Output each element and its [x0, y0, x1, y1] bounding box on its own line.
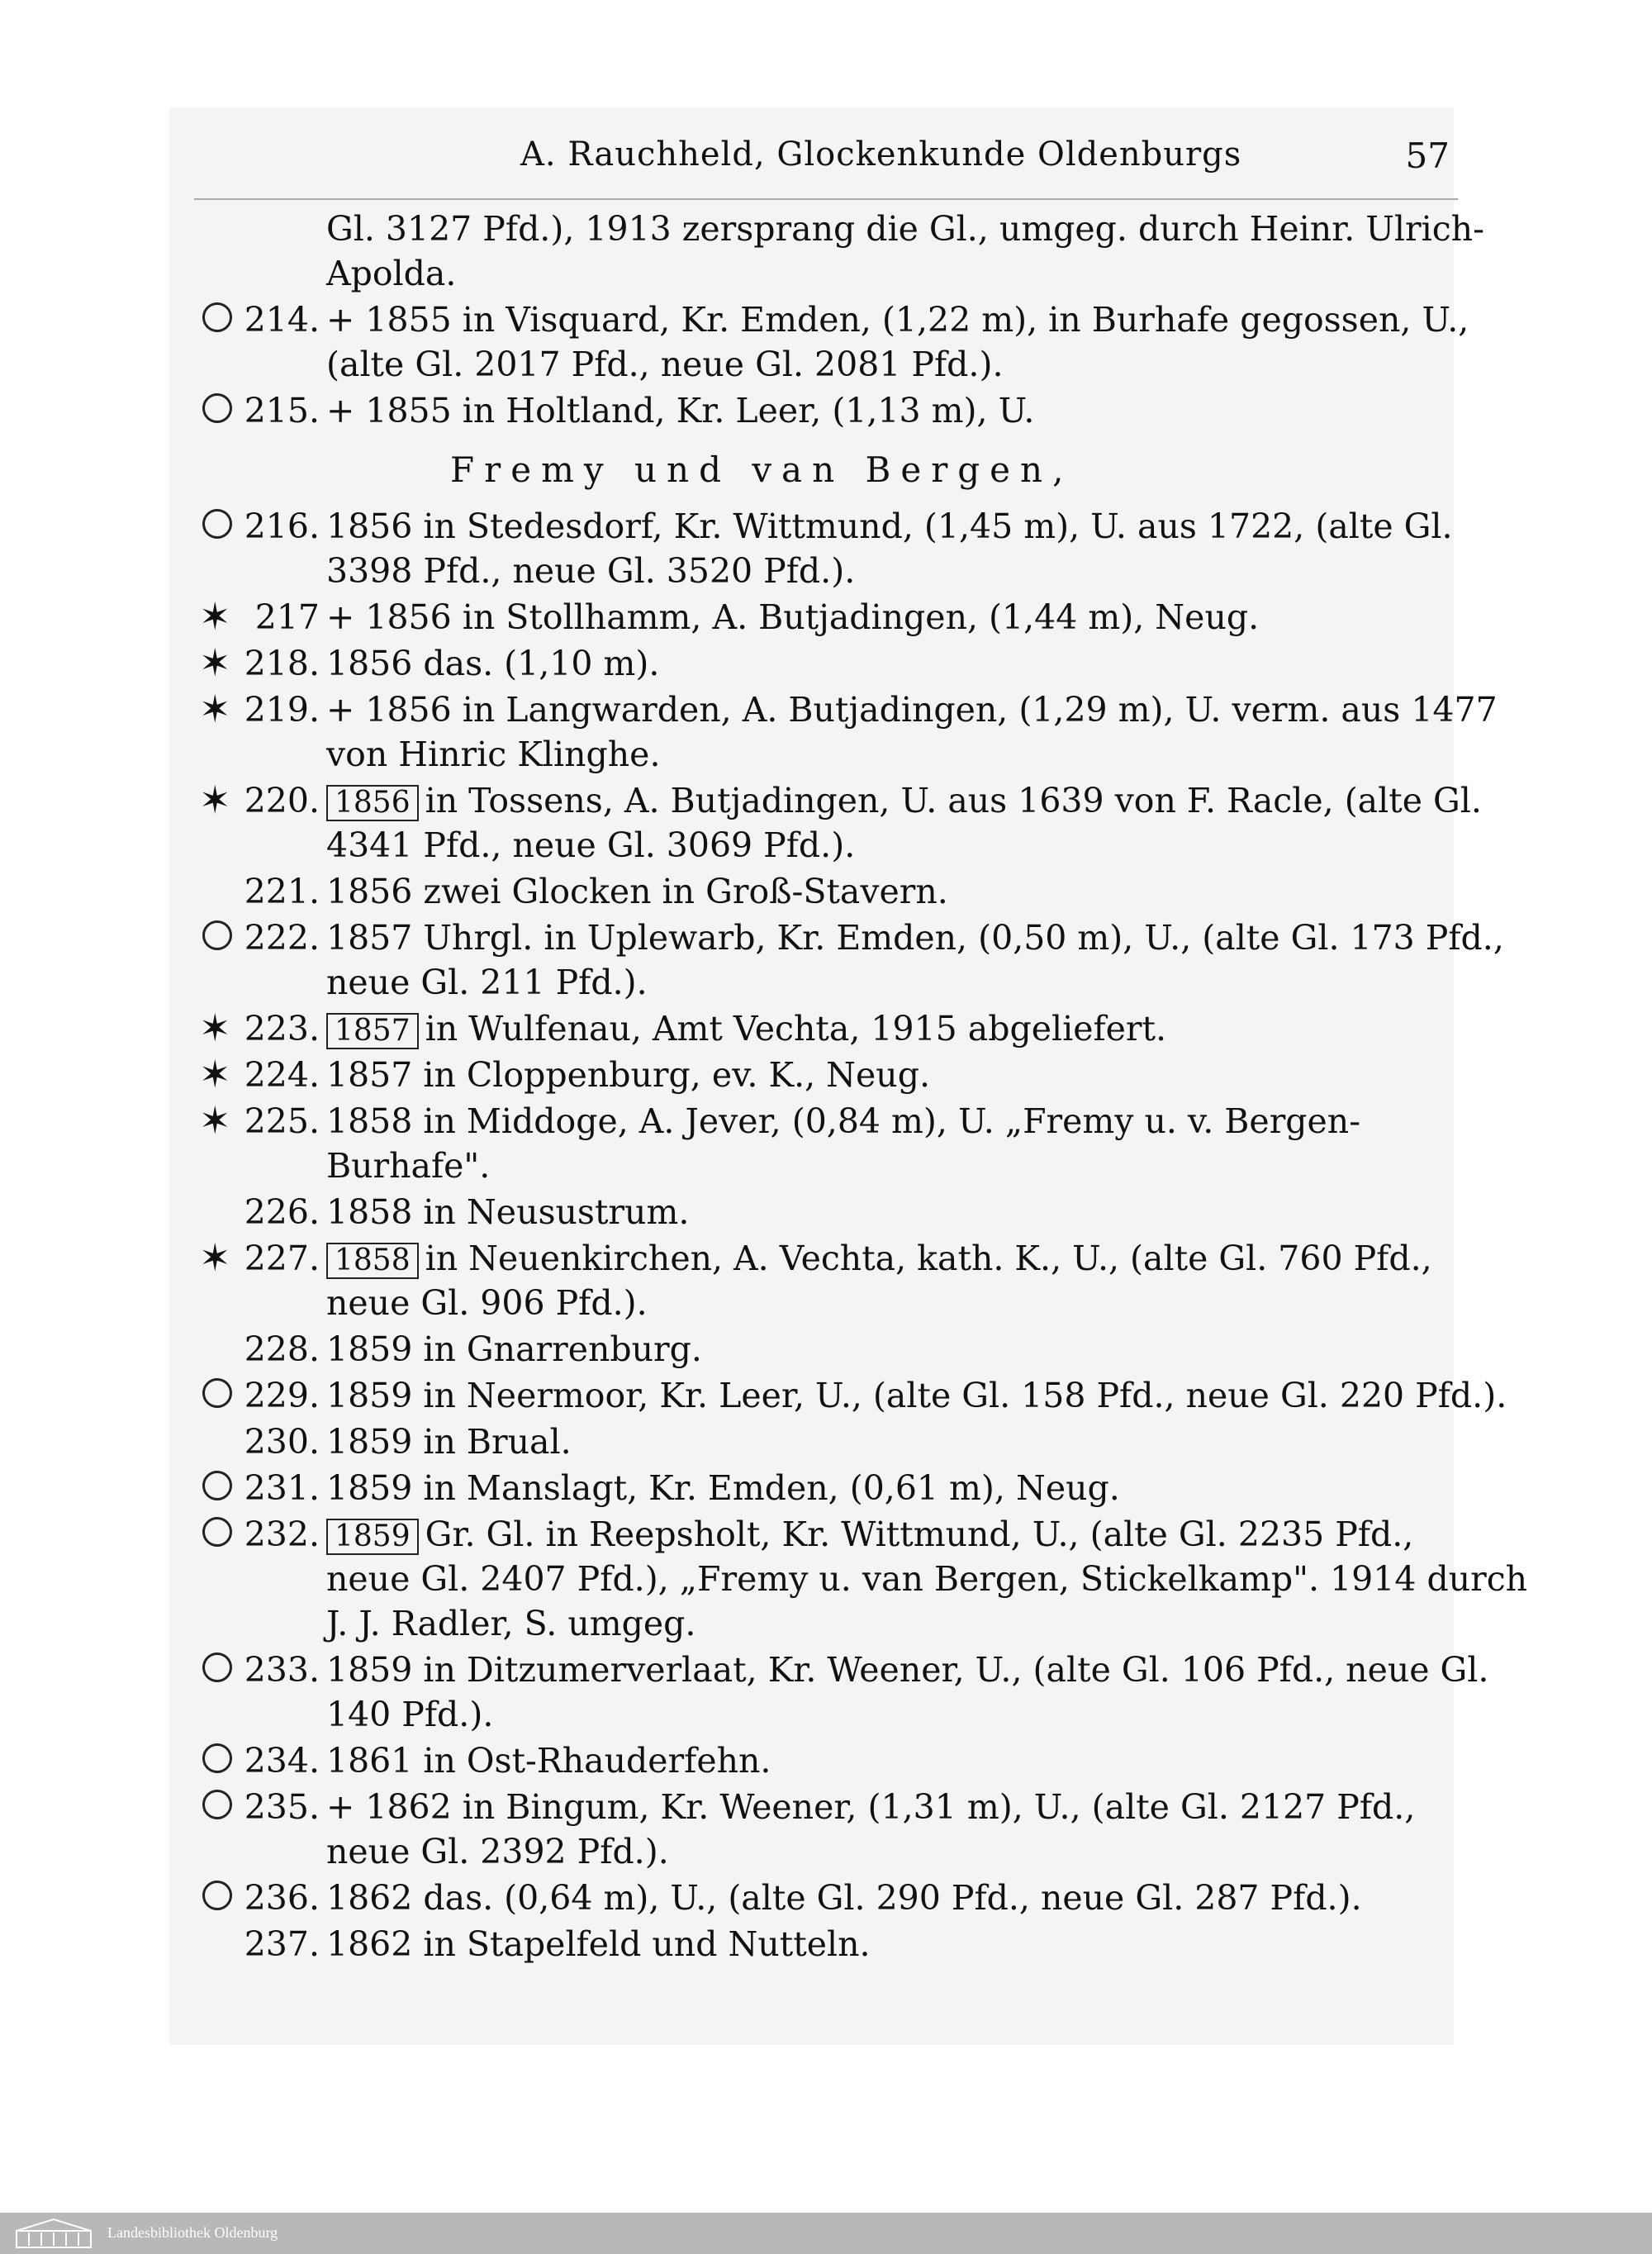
- entry-text: in Neuenkirchen, A. Vechta, kath. K., U., (alte Gl. 760 Pfd.,: [425, 1239, 1432, 1278]
- entry-number: 225.: [244, 1101, 320, 1141]
- bell-entry: [169, 1099, 1454, 1188]
- entry-number: 237.: [244, 1924, 320, 1964]
- bell-entry: [169, 1327, 1454, 1372]
- circle-icon: [202, 1743, 232, 1773]
- bell-entry: [169, 1785, 1454, 1874]
- text-line: Apolda.: [326, 254, 457, 293]
- circle-icon: [202, 509, 232, 539]
- entry-line: neue Gl. 2392 Pfd.).: [326, 1832, 669, 1871]
- circle-icon: [202, 1881, 232, 1910]
- entry-number: 222.: [244, 918, 320, 958]
- section-heading: Fremy und van Bergen,: [450, 449, 1074, 490]
- bell-entry: [169, 297, 1469, 387]
- entry-line: 1862 in Stapelfeld und Nutteln.: [326, 1924, 871, 1964]
- entry-number: 231.: [244, 1468, 320, 1508]
- entry-line: + 1856 in Langwarden, A. Butjadingen, (1,29 m), U. verm. aus 1477: [326, 690, 1498, 730]
- bell-entry: [169, 1466, 1454, 1510]
- entry-line: 4341 Pfd., neue Gl. 3069 Pfd.).: [326, 825, 856, 865]
- entry-number: 234.: [244, 1741, 320, 1781]
- library-name: Landesbibliothek Oldenburg: [107, 2224, 278, 2241]
- entry-line: neue Gl. 906 Pfd.).: [326, 1283, 648, 1323]
- entry-line: + 1855 in Holtland, Kr. Leer, (1,13 m), U.: [326, 391, 1035, 430]
- entry-list: [169, 207, 1528, 1968]
- entry-number: 221.: [244, 872, 320, 911]
- text-line: Gl. 3127 Pfd.), 1913 zersprang die Gl., umgeg. durch Heinr. Ulrich-: [326, 209, 1484, 249]
- circle-icon: [202, 920, 232, 950]
- entry-number: 233.: [244, 1650, 320, 1690]
- bell-entry: [169, 869, 1454, 914]
- circle-icon: [202, 1517, 232, 1547]
- bell-entry: [169, 1373, 1507, 1418]
- entry-line: 1856 zwei Glocken in Groß-Stavern.: [326, 872, 948, 911]
- continuation-text: [169, 207, 1484, 296]
- bell-entry: [169, 1053, 1454, 1097]
- entry-line: 1858 in Neusustrum.: [326, 1192, 690, 1232]
- star-icon: [199, 694, 229, 724]
- entry-line: 1859 in Neermoor, Kr. Leer, U., (alte Gl. 158 Pfd., neue Gl. 220 Pfd.).: [326, 1376, 1507, 1415]
- bell-entry: [169, 1512, 1528, 1646]
- entry-number: 218.: [244, 644, 320, 683]
- entry-text: in Wulfenau, Amt Vechta, 1915 abgeliefert.: [425, 1009, 1167, 1049]
- bell-entry: [169, 1738, 1454, 1783]
- entry-line: [326, 778, 1482, 823]
- boxed-year: 1857: [326, 1013, 419, 1049]
- star-icon: [199, 1059, 229, 1089]
- boxed-year: 1859: [326, 1519, 419, 1555]
- circle-icon: [202, 1652, 232, 1682]
- bell-entry: [169, 687, 1498, 777]
- entry-line: 1856 in Stedesdorf, Kr. Wittmund, (1,45 m), U. aus 1722, (alte Gl.: [326, 506, 1453, 546]
- entry-number: 216.: [244, 506, 320, 546]
- entry-number: 232.: [244, 1515, 320, 1554]
- bell-entry: [169, 778, 1482, 868]
- header-rule: [194, 198, 1458, 200]
- entry-line: 3398 Pfd., neue Gl. 3520 Pfd.).: [326, 551, 856, 591]
- entry-line: neue Gl. 211 Pfd.).: [326, 963, 648, 1002]
- entry-line: 1858 in Middoge, A. Jever, (0,84 m), U. „Fremy u. v. Bergen-: [326, 1101, 1361, 1141]
- entry-number: 226.: [244, 1192, 320, 1232]
- entry-line: von Hinric Klinghe.: [326, 735, 661, 774]
- bell-entry: [169, 915, 1504, 1005]
- bell-entry: [169, 595, 1454, 640]
- entry-line: + 1862 in Bingum, Kr. Weener, (1,31 m), U., (alte Gl. 2127 Pfd.,: [326, 1787, 1416, 1827]
- entry-line: + 1855 in Visquard, Kr. Emden, (1,22 m), in Burhafe gegossen, U.,: [326, 300, 1469, 340]
- entry-line: Burhafe".: [326, 1146, 491, 1186]
- scanned-page: [169, 107, 1528, 2045]
- entry-line: 1859 in Brual.: [326, 1422, 572, 1462]
- entry-line: + 1856 in Stollhamm, A. Butjadingen, (1,44 m), Neug.: [326, 597, 1260, 637]
- bell-entry: [169, 1190, 1454, 1234]
- entry-line: 1859 in Ditzumerverlaat, Kr. Weener, U., (alte Gl. 106 Pfd., neue Gl.: [326, 1650, 1489, 1690]
- entry-number: 224.: [244, 1055, 320, 1095]
- bell-entry: [169, 1648, 1489, 1737]
- bell-entry: [169, 1419, 1454, 1464]
- entry-line: (alte Gl. 2017 Pfd., neue Gl. 2081 Pfd.).: [326, 345, 1004, 384]
- star-icon: [199, 785, 229, 815]
- circle-icon: [202, 1790, 232, 1819]
- bell-entry: [169, 641, 1454, 686]
- bell-entry: [169, 1922, 1454, 1966]
- page-number: 57: [1405, 136, 1450, 176]
- entry-line: 1859 in Manslagt, Kr. Emden, (0,61 m), Neug.: [326, 1468, 1120, 1508]
- entry-number: 220.: [244, 781, 320, 820]
- entry-text: Gr. Gl. in Reepsholt, Kr. Wittmund, U., (alte Gl. 2235 Pfd.,: [425, 1515, 1414, 1554]
- star-icon: [199, 1106, 229, 1135]
- entry-line: [326, 1512, 1454, 1557]
- star-icon: [199, 648, 229, 678]
- circle-icon: [202, 1378, 232, 1408]
- bell-entry: [169, 388, 1454, 433]
- entry-number: 227.: [244, 1239, 320, 1278]
- entry-number: 236.: [244, 1878, 320, 1918]
- footer-bar: [0, 2213, 1652, 2254]
- entry-line: 1862 das. (0,64 m), U., (alte Gl. 290 Pfd., neue Gl. 287 Pfd.).: [326, 1878, 1362, 1918]
- star-icon: [199, 602, 229, 631]
- entry-line: J. J. Radler, S. umgeg.: [326, 1604, 696, 1643]
- star-icon: [199, 1013, 229, 1043]
- entry-line: 1859 in Gnarrenburg.: [326, 1329, 702, 1369]
- bell-entry: [169, 504, 1454, 593]
- entry-line: 1857 in Cloppenburg, ev. K., Neug.: [326, 1055, 930, 1095]
- entry-number: 235.: [244, 1787, 320, 1827]
- entry-number: 219.: [244, 690, 320, 730]
- running-head: [169, 126, 1454, 183]
- circle-icon: [202, 393, 232, 423]
- entry-text: in Tossens, A. Butjadingen, U. aus 1639 von F. Racle, (alte Gl.: [425, 781, 1482, 820]
- entry-line: neue Gl. 2407 Pfd.), „Fremy u. van Bergen, Stickelkamp". 1914 durch: [326, 1559, 1528, 1599]
- bell-entry: [169, 1876, 1454, 1920]
- star-icon: [199, 1243, 229, 1272]
- entry-number: 223.: [244, 1009, 320, 1049]
- entry-line: 140 Pfd.).: [326, 1695, 494, 1734]
- entry-line: 1861 in Ost-Rhauderfehn.: [326, 1741, 771, 1781]
- entry-number: 228.: [244, 1329, 320, 1369]
- entry-line: 1857 Uhrgl. in Uplewarb, Kr. Emden, (0,50 m), U., (alte Gl. 173 Pfd.,: [326, 918, 1504, 958]
- library-building-icon: [12, 2216, 95, 2249]
- bell-entry: [169, 1006, 1454, 1051]
- entry-line: 1856 das. (1,10 m).: [326, 644, 660, 683]
- entry-line: [326, 1236, 1454, 1281]
- boxed-year: 1856: [326, 785, 419, 821]
- entry-line: [326, 1006, 1454, 1051]
- entry-number: 215.: [244, 391, 320, 430]
- entry-number: 214.: [244, 300, 320, 340]
- circle-icon: [202, 302, 232, 332]
- entry-number: 229.: [244, 1376, 320, 1415]
- running-title: A. Rauchheld, Glockenkunde Oldenburgs: [520, 136, 1242, 174]
- boxed-year: 1858: [326, 1243, 419, 1279]
- circle-icon: [202, 1471, 232, 1500]
- bell-entry: [169, 1236, 1454, 1325]
- entry-number: 217: [254, 597, 320, 637]
- entry-number: 230.: [244, 1422, 320, 1462]
